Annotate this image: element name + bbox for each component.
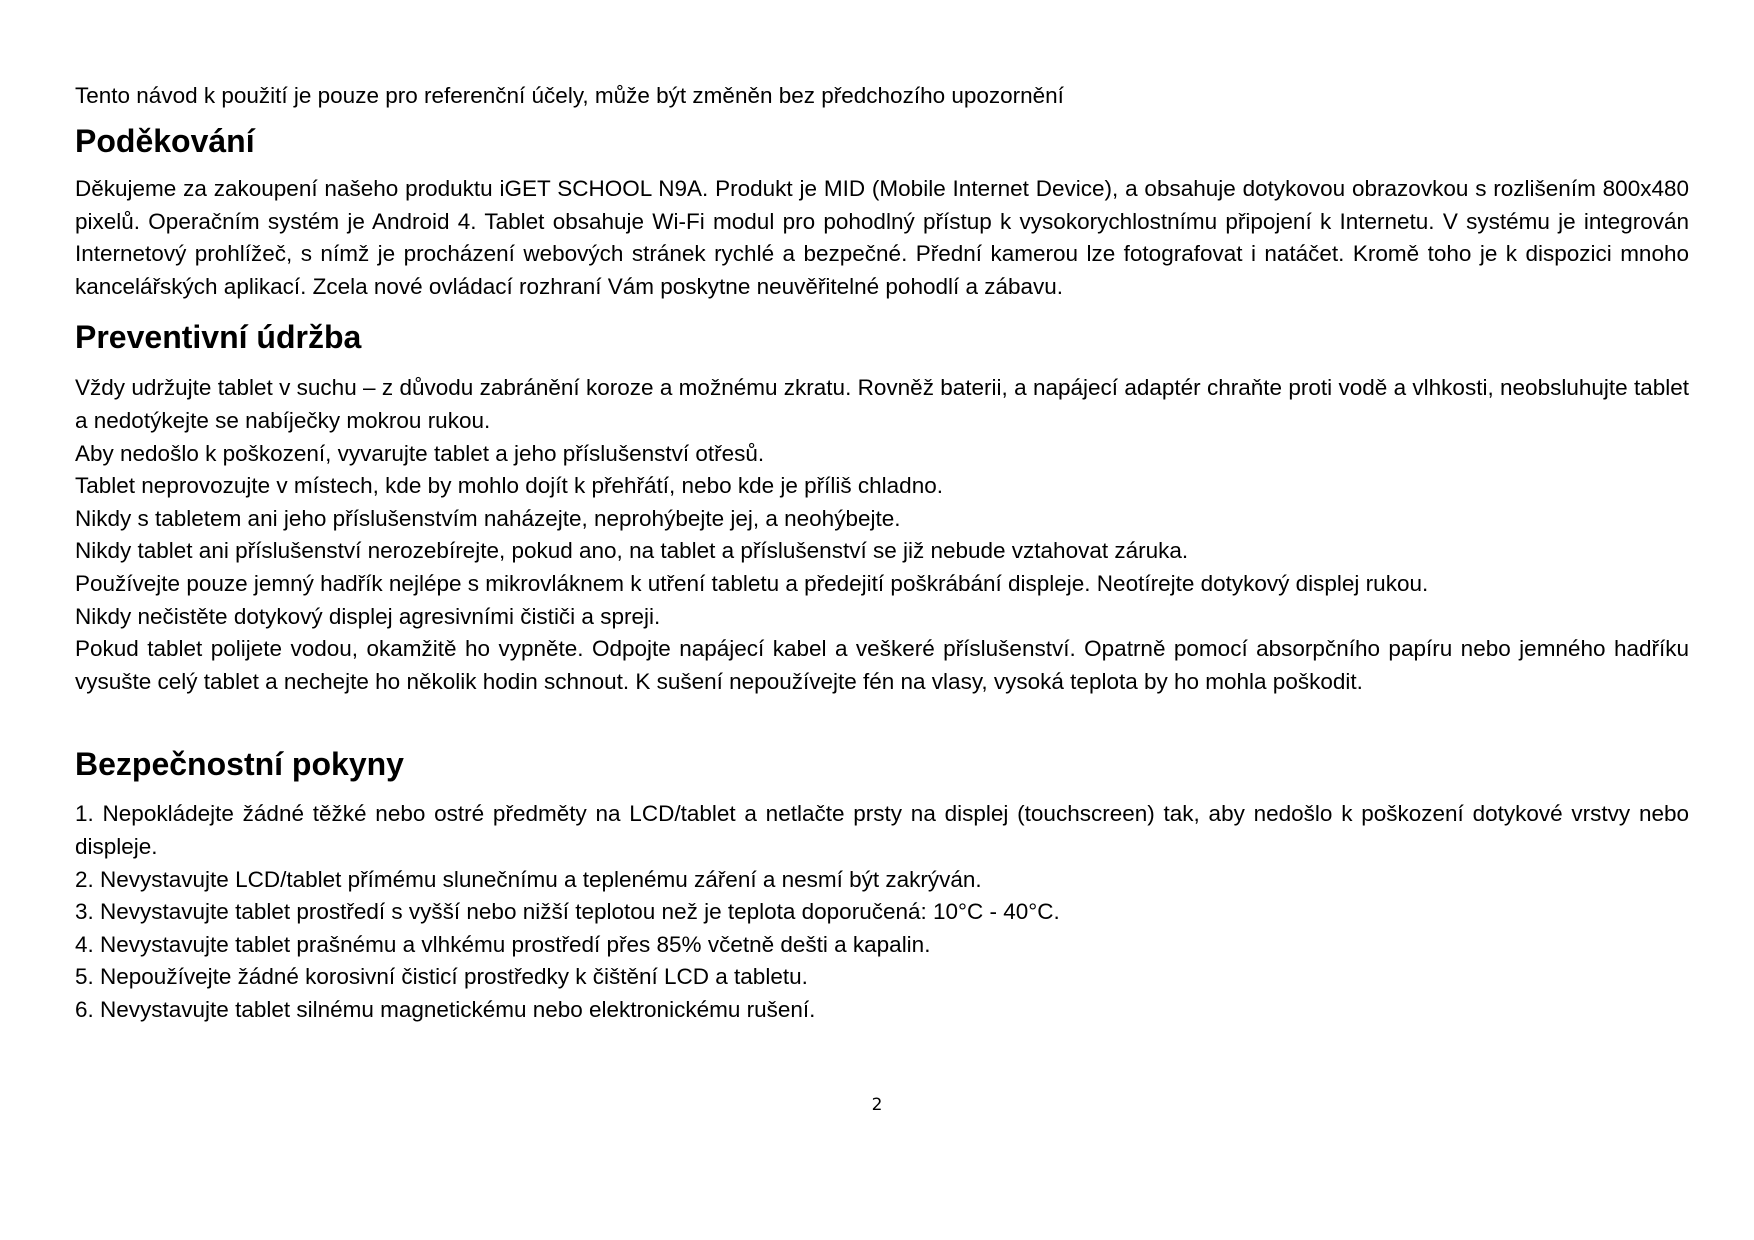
disclaimer-text: Tento návod k použití je pouze pro referenční účely, může být změněn bez předchozího upozornění (75, 83, 1064, 108)
safety-item: 1. Nepokládejte žádné těžké nebo ostré předměty na LCD/tablet a netlačte prsty na displej (touchscreen) tak, aby nedošlo k poškození dotykové vrstvy nebo displeje. (75, 801, 1689, 859)
section-heading-safety: Bezpečnostní pokyny (75, 746, 404, 783)
section-heading-maintenance: Preventivní údržba (75, 319, 362, 356)
safety-item: 5. Nepoužívejte žádné korosivní čisticí prostředky k čištění LCD a tabletu. (75, 964, 808, 990)
safety-item: 6. Nevystavujte tablet silnému magnetickému nebo elektronickému rušení. (75, 996, 816, 1022)
safety-item: 2. Nevystavujte LCD/tablet přímému slunečnímu a teplenému záření a nesmí být zakrýván. (75, 866, 982, 892)
maintenance-line: Nikdy tablet ani příslušenství nerozebírejte, pokud ano, na tablet a příslušenství se již nebude vztahovat záruka. (75, 538, 1189, 564)
maintenance-line: Nikdy nečistěte dotykový displej agresivními čističi a spreji. (75, 603, 661, 629)
safety-item: 3. Nevystavujte tablet prostředí s vyšší nebo nižší teplotou než je teplota doporučená: 10°C - 40°C. (75, 899, 1060, 925)
maintenance-line: Nikdy s tabletem ani jeho příslušenstvím naházejte, neprohýbejte jej, a neohýbejte. (75, 505, 901, 531)
maintenance-line: Tablet neprovozujte v místech, kde by mohlo dojít k přehřátí, nebo kde je příliš chladno. (75, 473, 943, 499)
page-number: 2 (871, 1095, 883, 1115)
thanks-paragraph: Děkujeme za zakoupení našeho produktu iGET SCHOOL N9A. Produkt je MID (Mobile Internet Device), a obsahuje dotykovou obrazovkou s rozlišením 800x480 pixelů. Operačním systém je Android 4. Tablet obsahuje Wi-Fi modul pro pohodlný přístup k vysokorychlostnímu připojení k Internetu. V systému je integrován Internetový prohlížeč, s nímž je procházení webových stránek rychlé a bezpečné. Přední kamerou lze fotografovat i natáčet. Kromě toho je k dispozici mnoho kancelářských aplikací. Zcela nové ovládací rozhraní Vám poskytne neuvěřitelné pohodlí a zábavu. (75, 176, 1689, 299)
document-page (75, 80, 1689, 1026)
maintenance-paragraph: Vždy udržujte tablet v suchu – z důvodu zabránění koroze a možnému zkratu. Rovněž baterii, a napájecí adaptér chraňte proti vodě a vlhkosti, neobsluhujte tablet a nedotýkejte se nabíječky mokrou rukou. (75, 375, 1689, 433)
maintenance-line: Aby nedošlo k poškození, vyvarujte tablet a jeho příslušenství otřesů. (75, 440, 765, 466)
section-heading-thanks: Poděkování (75, 123, 255, 159)
safety-item: 4. Nevystavujte tablet prašnému a vlhkému prostředí přes 85% včetně dešti a kapalin. (75, 931, 931, 957)
maintenance-paragraph-water: Pokud tablet polijete vodou, okamžitě ho vypněte. Odpojte napájecí kabel a veškeré příslušenství. Opatrně pomocí absorpčního papíru nebo jemného hadříku vysušte celý tablet a nechejte ho několik hodin schnout. K sušení nepoužívejte fén na vlasy, vysoká teplota by ho mohla poškodit. (75, 636, 1689, 694)
maintenance-line: Používejte pouze jemný hadřík nejlépe s mikrovláknem k utření tabletu a předejití poškrábání displeje. Neotírejte dotykový displej rukou. (75, 570, 1429, 596)
